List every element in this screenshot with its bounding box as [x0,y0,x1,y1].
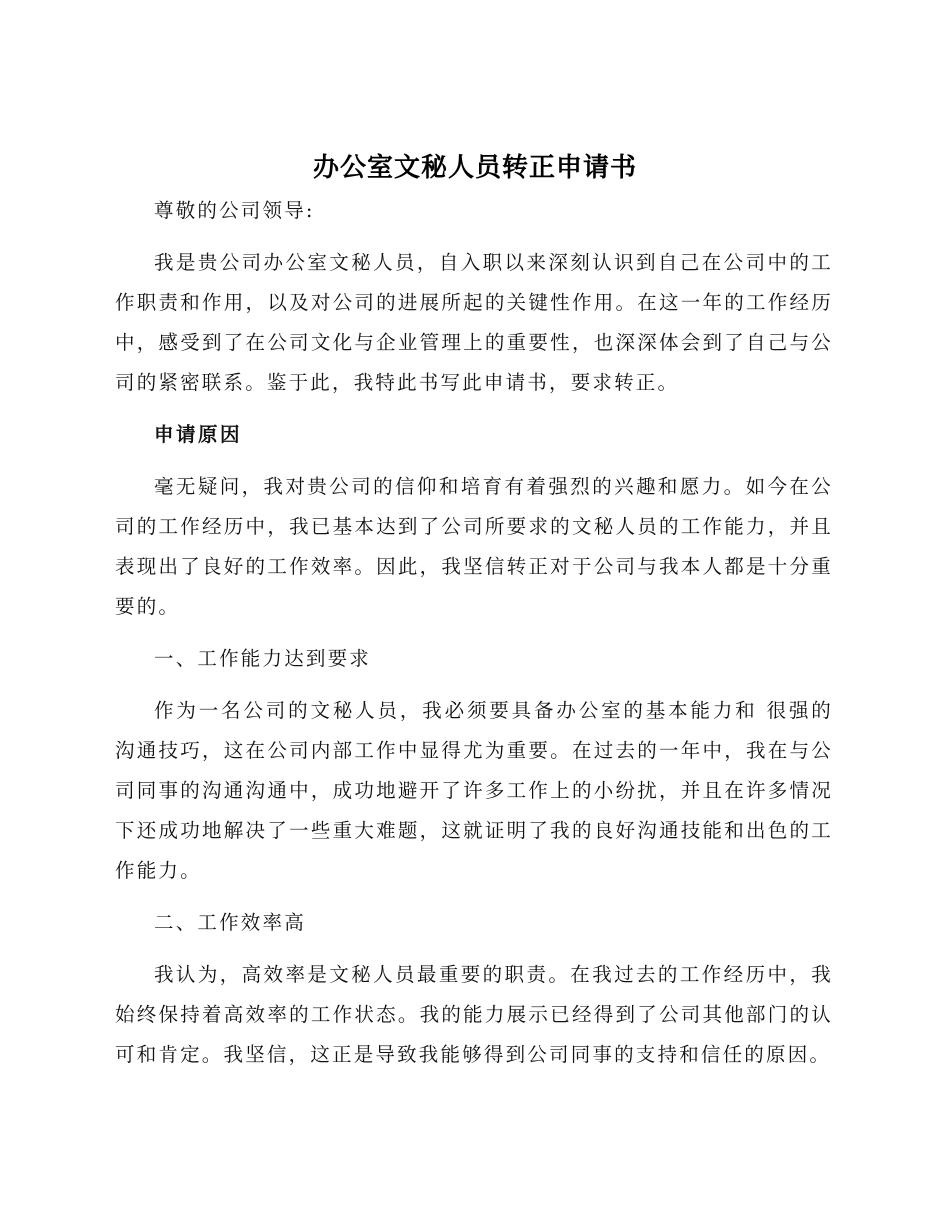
intro-paragraph: 我是贵公司办公室文秘人员，自入职以来深刻认识到自己在公司中的工作职责和作用，以及对公司的进展所起的关键性作用。在这一年的工作经历中，感受到了在公司文化与企业管理上的重要性，也深深体会到了自己与公司的紧密联系。鉴于此，我特此书写此申请书，要求转正。 [115,251,833,394]
reason-heading: 申请原因 [154,423,243,446]
salutation: 尊敬的公司领导: [154,199,315,222]
section2-paragraph: 我认为，高效率是文秘人员最重要的职责。在我过去的工作经历中，我始终保持着高效率的工作状态。我的能力展示已经得到了公司其他部门的认可和肯定。我坚信，这正是导致我能够得到公司同事的支持和信任的原因。 [115,963,833,1066]
document-title: 办公室文秘人员转正申请书 [312,153,637,183]
document-body [115,191,833,1087]
section2-heading: 二、工作效率高 [154,911,306,934]
section1-heading: 一、工作能力达到要求 [154,647,372,670]
section1-paragraph: 作为一名公司的文秘人员，我必须要具备办公室的基本能力和 很强的沟通技巧，这在公司内部工作中显得尤为重要。在过去的一年中，我在与公司同事的沟通沟通中，成功地避开了许多工作上的小纷扰，并且在许多情况下还成功地解决了一些重大难题，这就证明了我的良好沟通技能和出色的工作能力。 [115,699,833,882]
reason-paragraph: 毫无疑问，我对贵公司的信仰和培育有着强烈的兴趣和愿力。如今在公司的工作经历中，我已基本达到了公司所要求的文秘人员的工作能力，并且表现出了良好的工作效率。因此，我坚信转正对于公司与我本人都是十分重要的。 [115,475,833,618]
